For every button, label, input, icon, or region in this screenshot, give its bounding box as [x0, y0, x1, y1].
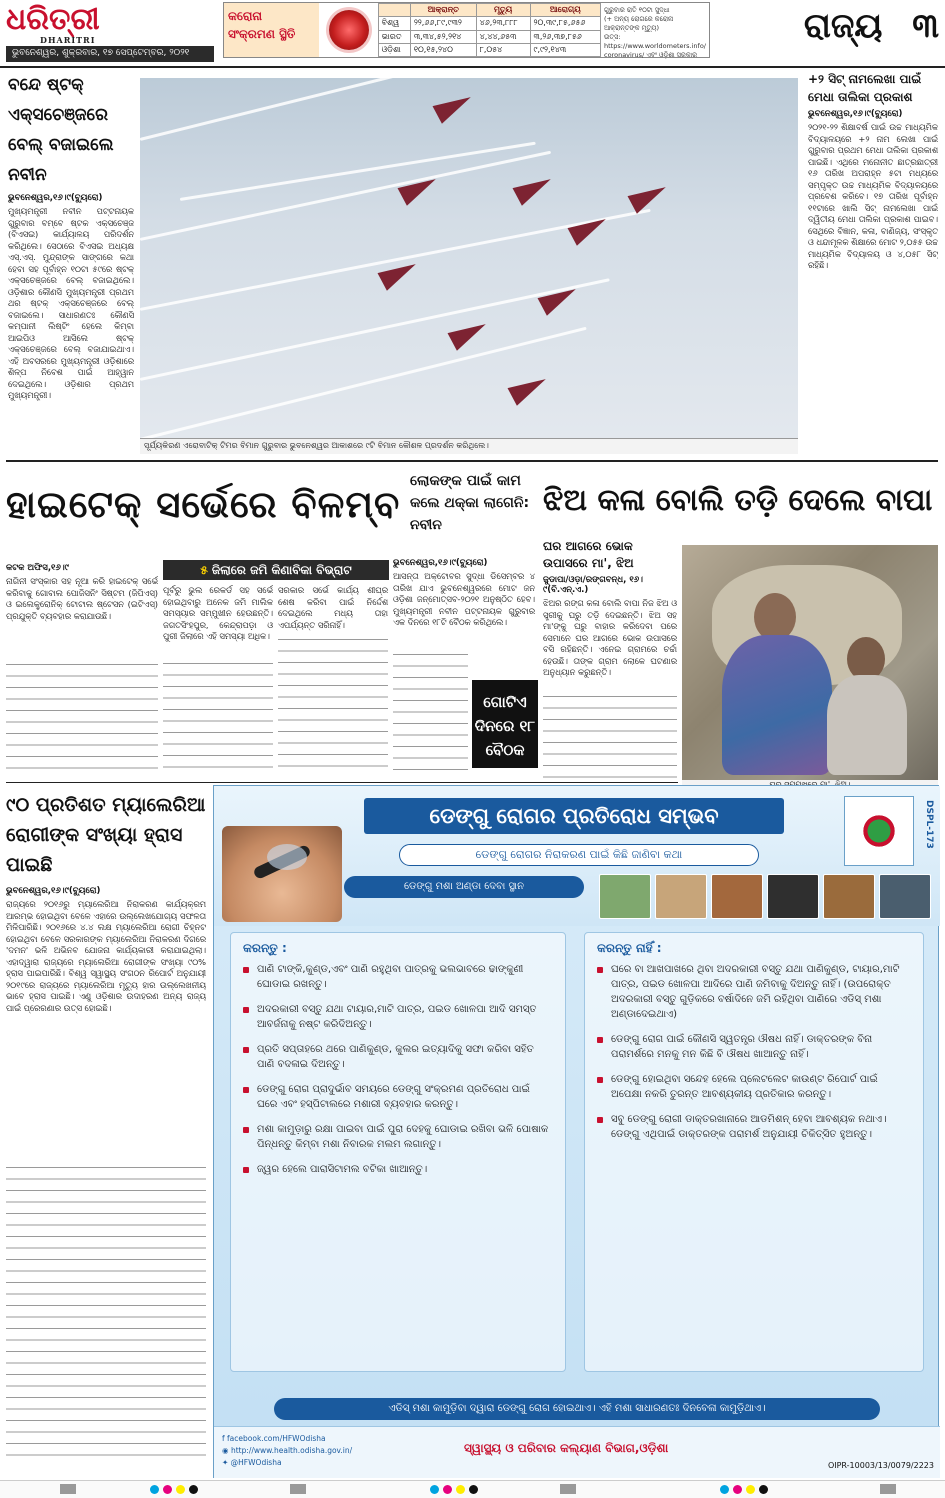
right-top-story [808, 70, 938, 458]
website-link[interactable]: http://www.health.odisha.gov.in/ [230, 1446, 353, 1455]
registration-marks [720, 1485, 768, 1494]
twitter-icon: ✦ [222, 1458, 231, 1467]
facebook-icon: f [222, 1434, 228, 1443]
table-row: ଭାରତ ୩,୩୪,୫୨,୨୧୪ ୪,୪୪,୬୫୩ ୩,୨୬,୩୭,୮୫୬ [378, 30, 600, 43]
divider [6, 460, 938, 462]
mother-daughter-photo [682, 545, 938, 780]
byline: ଭୁବନେଶ୍ୱର,୧୬।୯(ବ୍ୟୁରୋ) [393, 558, 488, 568]
ad-code-vertical: DSPL-173 [924, 800, 934, 849]
ad-subtitle: ଡେଙ୍ଗୁ ରୋଗର ନିରାକରଣ ପାଇଁ କିଛି ଜାଣିବା କଥା [399, 844, 759, 866]
dateline: ଭୁବନେଶ୍ୱର, ଶୁକ୍ରବାର, ୧୭ ସେପ୍ଟେମ୍ବର, ୨୦୨୧ [6, 46, 214, 62]
byline: ଭୁବନେଶ୍ୱର,୧୬।୯(ବ୍ୟୁରୋ) [8, 193, 103, 203]
list-item: ସବୁ ଡେଙ୍ଗୁ ରୋଗୀ ଡାକ୍ତରଖାନାରେ ଆଡମିଶନ୍ ହେବା ଆବଶ୍ୟକ ନଥାଏ। ଡେଙ୍ଗୁ ଏଥିପାଇଁ ଡାକ୍ତରଙ୍କ ପରାମର୍ଶ ଅନୁଯାୟୀ ଚିକିତ୍ସିତ ହୁଅନ୍ତୁ। [597, 1112, 911, 1142]
story-body-lines [6, 1163, 206, 1463]
covid-note: ଗୁରୁବାର ରାତି ୧୦ଟା ସୁଦ୍ଧା (+ ଅନ୍ୟ ରୋଗରେ କରୋନା ଆକ୍ରାନ୍ତଙ୍କ ମୃତ୍ୟୁ) ଉତ୍ସ: https://www.worldometers.info/ coronavirus/ ଏବଂ ଓଡ଼ିଶା ସରକାର [604, 6, 706, 59]
twitter-link[interactable]: @HFWOdisha [230, 1458, 282, 1467]
story-body: ରାଜ୍ୟରେ ୨୦୧୬ରୁ ମ୍ୟାଲେରିଆ ନିରାକରଣ କାର୍ଯ୍ୟକ୍ରମ ଆରମ୍ଭ ହୋଇଥିବା ବେଳେ ଏହାରେ ଉଲ୍ଲେଖଯୋଗ୍ୟ ସଫଳତା ମିଳିପାରିଛି। ୨୦୧୬ରେ ୪.୪ ଲକ୍ଷ ମ୍ୟାଲେରିଆ ରୋଗୀ ଚିହ୍ନଟ ହୋଇଥିବା ବେଳେ ସରକାରଙ୍କ ମ୍ୟାଲେରିଆ ନିରାକରଣ ଦିଗରେ 'ଦମନ' ଭଳି ଅଭିନବ ଯୋଜନା କାର୍ଯ୍ୟକାରୀ କରାଯାଇଥିଲା। ଏହାଦ୍ୱାରା ରାଜ୍ୟରେ ମ୍ୟାଲେରିଆ ରୋଗୀଙ୍କ ସଂଖ୍ୟା ୯୦% ହ୍ରାସ ପାଇପାରିଛି। ବିଶ୍ୱ ସ୍ୱାସ୍ଥ୍ୟ ସଂଗଠନ ରିପୋର୍ଟ ଅନୁଯାୟୀ ୨୦୧୯ରେ ରାଜ୍ୟରେ ମ୍ୟାଲେରିଆ ମୃତ୍ୟୁ ହାର ଉଲ୍ଲେଖନୀୟ ଭାବେ ହ୍ରାସ ପାଇଛି। ଏଣୁ ଓଡ଼ିଶାର ଉଦାହରଣ ଅନ୍ୟ ରାଜ୍ୟ ପାଇଁ ପ୍ରେରଣାର ଉତ୍ସ ହୋଇଛି। [6, 899, 206, 1013]
covid-table: ଆକ୍ରାନ୍ତ ମୃତ୍ୟୁ ଆରୋଗ୍ୟ ବିଶ୍ୱ ୨୨,୬୬,୮୯,୯୩୨ ୪୬,୨୩,୮୮୮ ୨୦,୩୯,୮୫,୬୫୬ ଭାରତ ୩,୩୪,୫୨,୨୧୪ ୪,୪୪,୬୫୩ ୩,୨୬,୩୭,୮୫୬ ଓଡ଼ିଶା ୧୦,୧୫,୨୪୦ ୮,୦୫୪ ୯,୯୨,୧୪୩ [378, 3, 601, 57]
photo-caption: ସୂର୍ଯ୍ୟକିରଣ ଏରୋବାଟିକ୍ ଟିମର ବିମାନ ଗୁରୁବାର ଭୁବନେଶ୍ୱର ଆକାଶରେ ୯ଟି ବିମାନ କୌଶଳ ପ୍ରଦର୍ଶନ କରିଥିଲେ। [140, 438, 798, 454]
story-body: ମୁଖ୍ୟମନ୍ତ୍ରୀ ନବୀନ ପଟ୍ଟନାୟକ ଗୁରୁବାର ବମ୍ବେ ଷ୍ଟକ ଏକ୍ସଚେଞ୍ଜ (ବିଏସଇ) କାର୍ଯ୍ୟାଳୟ ପରିଦର୍ଶନ କରିଥିଲେ। ସେଠାରେ ବିଏସଇ ଅଧ୍ୟକ୍ଷ ଏସ୍.ଏସ୍. ମୁନ୍ଦ୍ରାଙ୍କ ସାଙ୍ଗରେ କଥା ହେବା ସହ ପୂର୍ବାହ୍ନ ୧୦ଟା ୫୯ରେ ଷ୍ଟକ୍ ଏକ୍ସଚେଞ୍ଜରେ ବେଲ୍ ବଜାଇଥିଲେ। ଓଡ଼ିଶାର କୌଣସି ମୁଖ୍ୟମନ୍ତ୍ରୀ ପ୍ରଥମ ଥର ଷ୍ଟକ୍ ଏକ୍ସଚେଞ୍ଜରେ ବେଲ୍ ବଜାଇଲେ। ସାଧାରଣତଃ କୌଣସି କମ୍ପାନୀ ଲିଷ୍ଟିଂ ହେଲେ କିମ୍ବା ଆଇପିଓ ଆସିଲେ ଷ୍ଟକ୍ ଏକ୍ସଚେଞ୍ଜରେ ବେଲ୍ ବଜାଯାଇଥାଏ। ଏହି ଅବସରରେ ମୁଖ୍ୟମନ୍ତ୍ରୀ ଓଡ଼ିଶାରେ ଶିଳ୍ପ ନିବେଶ ପାଇଁ ଆହ୍ୱାନ ଦେଇଥିଲେ। ଓଡ଼ିଶାର ପ୍ରଥମ ମୁଖ୍ୟମନ୍ତ୍ରୀ। [8, 206, 134, 400]
story-body-lines [278, 635, 388, 773]
story-body-lines [163, 659, 273, 774]
headline: +୨ ସିଟ୍ ନାମଲେଖା ପାଇଁ ମେଧା ତାଲିକା ପ୍ରକାଶ [808, 72, 922, 104]
headline: ୯୦ ପ୍ରତିଶତ ମ୍ୟାଲେରିଆ ରୋଗୀଙ୍କ ସଂଖ୍ୟା ହ୍ରାସ ପାଇଛି [6, 794, 206, 876]
main-story-col1 [6, 560, 158, 775]
list-item: ଅଦରକାରୀ ବସ୍ତୁ ଯଥା ଟାୟାର,ମାଟି ପାତ୍ର, ପଇଡ ଖୋଳପା ଆଦି ସମସ୍ତ ଆବର୍ଜନାକୁ ନଷ୍ଟ କରିଦିଅନ୍ତୁ। [243, 1002, 553, 1032]
main-headline: ହାଇଟେକ୍ ସର୍ଭେରେ ବିଳମ୍ବ [6, 483, 401, 526]
right-story [543, 538, 677, 780]
divider [6, 782, 678, 783]
ad-band: ଡେଙ୍ଗୁ ମଶା ଅଣ୍ଡା ଦେବା ସ୍ଥାନ [344, 876, 584, 898]
dont-title: କରନ୍ତୁ ନାହିଁ : [597, 941, 662, 955]
story-body-lines [6, 660, 158, 770]
story-body: ପୂର୍ବରୁ ଭୁଲ ରେକର୍ଡ ସହ ସର୍ଭେ ହୋଇଥିବାରୁ ଅନେକ ଜମି ମାଲିକ ସମସ୍ୟାର ସମ୍ମୁଖୀନ ହେଉଛନ୍ତି। ଜଗତସିଂହପୁର, କେନ୍ଦ୍ରାପଡ଼ା ଓ ପୁରୀ ଜିଲାରେ ଏହି ସମସ୍ୟା ଅଧିକ। [163, 585, 273, 641]
header-rule [0, 66, 945, 68]
mosquito-icon [222, 826, 342, 922]
list-item: ପ୍ରତି ସପ୍ତାହରେ ଥରେ ପାଣିକୁଣ୍ଡ, କୁଲର ଇତ୍ୟାଦିକୁ ସଫା କରିବା ସହିତ ପାଣି ବଦଳାଇ ଦିଅନ୍ତୁ। [243, 1042, 553, 1072]
byline: ଭୁବନେଶ୍ୱର,୧୬।୯(ବ୍ୟୁରୋ) [808, 109, 903, 119]
dengue-advertisement [213, 785, 939, 1478]
list-item: ଘରେ ବା ଆଖପାଖରେ ଥିବା ଅଦରକାରୀ ବସ୍ତୁ ଯଥା ପାଣିକୁଣ୍ଡ, ଟାୟାର,ମାଟି ପାତ୍ର, ପଇଡ ଖୋଳପା ଆଦିରେ ପାଣି ଜମିବାକୁ ଦିଅନ୍ତୁ ନାହିଁ। (ଉପରୋକ୍ତ ଅଦରକାରୀ ବସ୍ତୁ ଗୁଡ଼ିକରେ ବର୍ଷାଦିନେ ଜମି ରହିଥିବା ପାଣିରେ ଏଡିସ୍ ମଶା ଅଣ୍ଡାଦେଇଥାଏ) [597, 962, 911, 1022]
registration-marks [430, 1485, 478, 1494]
left-story [8, 70, 134, 450]
malaria-story [6, 790, 206, 1478]
list-item: ଜ୍ୱର ହେଲେ ପାରାସିଟାମଲ ବଟିକା ଖାଆନ୍ତୁ। [243, 1162, 553, 1177]
ad-bottom-bar [214, 1426, 940, 1478]
print-registration-bar [0, 1480, 945, 1498]
story-body-lines [543, 692, 677, 784]
nvbdcp-logo [844, 796, 914, 866]
list-item: ମଶା କାମୁଡ଼ାରୁ ରକ୍ଷା ପାଇବା ପାଇଁ ପୁରା ଦେହକୁ ଘୋଡାଇ ରଖିବା ଭଳି ପୋଷାକ ପିନ୍ଧନ୍ତୁ କିମ୍ବା ମଶା ନିବାରକ ମଲମ ଲଗାନ୍ତୁ। [243, 1122, 553, 1152]
byline: ଜୁଡାପା/ଓଡ଼ା/ରଙ୍ଗବନ୍ଧ, ୧୬।୯(ବି.ଏନ୍.ଏ.) [543, 575, 643, 595]
registration-marks [150, 1485, 198, 1494]
subhead: ଘର ଆଗରେ ଭୋକ ଉପାସରେ ମା', ଝିଅ [543, 539, 634, 570]
newspaper-logo: ଧରିତ୍ରୀ DHARITRI [6, 2, 100, 45]
covid-title: କରୋନା ସଂକ୍ରମଣ ସ୍ଥିତି [224, 3, 319, 57]
list-item: ପାଣି ଟାଙ୍କି,କୁଣ୍ଡ,ଏବଂ ପାଣି ରହୁଥିବା ପାତ୍ରକୁ ଭଲଭାବରେ ଢାଙ୍କୁଣୀ ଘୋଡାଇ ରଖନ୍ତୁ। [243, 962, 553, 992]
breeding-site-images [599, 874, 931, 919]
facebook-link[interactable]: facebook.com/HFWOdisha [227, 1434, 326, 1443]
right-headline: ଝିଅ କଳା ବୋଲି ତଡ଼ି ଦେଲେ ବାପା [543, 483, 933, 518]
covid-status-box [223, 2, 710, 58]
release-code: OIPR-10003/13/0079/2223 [827, 1461, 934, 1470]
list-item: ଡେଙ୍ଗୁ ରୋଗ ପ୍ରାଦୁର୍ଭାବ ସମୟରେ ଡେଙ୍ଗୁ ସଂକ୍ରମଣ ପ୍ରତିରୋଧ ପାଇଁ ଘରେ ଏବଂ ହସ୍ପିଟାଲରେ ମଶାରୀ ବ୍ୟବହାର କରନ୍ତୁ। [243, 1082, 553, 1112]
do-title: କରନ୍ତୁ : [243, 941, 287, 955]
mid-headline: ଲୋକଙ୍କ ପାଇଁ କାମ କଲେ ଥକ୍କା ଲାଗେନି: ନବୀନ [410, 473, 530, 533]
story-body: ସରକାର ସର୍ଭେ କାର୍ଯ୍ୟ ଶୀଘ୍ର ଶେଷ କରିବା ପାଇଁ ନିର୍ଦ୍ଦେଶ ଦେଇଥିଲେ ମଧ୍ୟ ତାହା ଏପର୍ଯ୍ୟନ୍ତ ସରିନାହିଁ। [278, 585, 388, 630]
department-name: ସ୍ୱାସ୍ଥ୍ୟ ଓ ପରିବାର କଲ୍ୟାଣ ବିଭାଗ,ଓଡ଼ିଶା [464, 1441, 669, 1455]
aerobatic-jets-photo [140, 78, 798, 438]
do-panel [230, 932, 566, 1372]
globe-icon: ◉ [222, 1446, 231, 1455]
story-body: ନାଗିନୀ ସଂସ୍କାର ସହ ନୂଆ କରି ହାଇଟେକ୍ ସର୍ଭେ କରିବାକୁ ଗୋବାଲ ପୋଜିସନିଂ ସିଷ୍ଟମ (ଜିପିଏସ୍) ଓ ଇଲେକ୍ଟ୍ରୋନିକ୍ ଟୋଟାଲ ଷ୍ଟେସନ (ଇଟିଏସ୍) ପ୍ରଯୁକ୍ତି ବ୍ୟବହାର କରାଯାଉଛି। [6, 576, 158, 621]
story-body-lines [393, 650, 468, 780]
list-item: ଡେଙ୍ଗୁ ରୋଗ ପାଇଁ କୌଣସି ସ୍ୱତନ୍ତ୍ର ଔଷଧ ନାହିଁ। ଡାକ୍ତରଙ୍କ ବିନା ପରାମର୍ଶରେ ମନକୁ ମନ କିଛି ବି ଔଷଧ ଖାଆନ୍ତୁ ନାହିଁ। [597, 1032, 911, 1062]
byline: କଟକ ଅଫିସ,୧୬।୯ [6, 563, 69, 573]
ad-links [222, 1433, 352, 1469]
byline: ଭୁବନେଶ୍ୱର,୧୬।୯(ବ୍ୟୁରୋ) [6, 886, 101, 896]
main-story-col2 [163, 585, 273, 775]
story-body: ୨୦୨୧-୨୨ ଶିକ୍ଷାବର୍ଷ ପାଇଁ ଉଚ୍ଚ ମାଧ୍ୟମିକ ବିଦ୍ୟାଳୟରେ +୨ ନାମ ଲେଖା ପାଇଁ ଗୁରୁବାର ପ୍ରଥମ ମେଧା ତାଲିକା ପ୍ରକାଶ ପାଇଛି। ଏଥିରେ ମନୋନୀତ ଛାତ୍ରଛାତ୍ରୀ ୧୬ ତାରିଖ ଅପରାହ୍ନ ୫ଟା ମଧ୍ୟରେ ସମ୍ପୃକ୍ତ ଉଚ୍ଚ ମାଧ୍ୟମିକ ବିଦ୍ୟାଳୟରେ ପ୍ରବେଶ କରିବେ। ୧୭ ତାରିଖ ପୂର୍ବାହ୍ନ ୧୧ଟାରେ ଖାଲି ସିଟ୍ ନାମଲେଖା ପାଇଁ ଦ୍ୱିତୀୟ ମେଧା ତାଲିକା ପ୍ରକାଶ ପାଇବ। ସେଥିରେ ବିଜ୍ଞାନ, କଳା, ବାଣିଜ୍ୟ, ସଂସ୍କୃତ ଓ ଧନ୍ଦାମୂଳକ ଶିକ୍ଷାରେ ମୋଟ ୨,୦୫୫ ଉଚ୍ଚ ମାଧ୍ୟମିକ ବିଦ୍ୟାଳୟ ଓ ୪,୦୫୮ ସିଟ୍ ରହିଛି। [808, 122, 938, 270]
ad-title: ଡେଙ୍ଗୁ ରୋଗର ପ୍ରତିରୋଧ ସମ୍ଭବ [364, 798, 784, 834]
section-title: ରାଜ୍ୟ ୩ [803, 6, 939, 46]
dont-panel [584, 932, 924, 1372]
story-body: ଆସନ୍ତା ଅକ୍ଟୋବର ସୁଦ୍ଧା ଡିସେମ୍ବର ୪ ତାରିଖ ଯାଏ ଭୁବନେଶ୍ୱରରେ ମୋଟ ଜନ ଓଡ଼ିଶା ଜନ୍ମୋତ୍ସବ-୨୦୨୧ ଅନୁଷ୍ଠିତ ହେବ। ମୁଖ୍ୟମନ୍ତ୍ରୀ ନବୀନ ପଟ୍ଟନାୟକ ଗୁରୁବାର ଏକ ଦିନରେ ୧୮ଟି ବୈଠକ କରିଥିଲେ। [393, 571, 535, 627]
story-body: ଝିଅର ରଙ୍ଗ କଳା ବୋଲି ବାପା ନିଜ ଝିଅ ଓ ସ୍ତ୍ରୀକୁ ଘରୁ ତଡ଼ି ଦେଇଛନ୍ତି। ଝିଅ ସହ ମା'ଙ୍କୁ ଘରୁ ବାହାର କରିଦେବା ପରେ ସେମାନେ ଘର ଆଗରେ ଭୋକ ଉପାସରେ ବସି ରହିଛନ୍ତି। ଏନେଇ ଗ୍ରାମରେ ଚର୍ଚ୍ଚା ହେଉଛି। ତାଙ୍କ ଗ୍ରାମ ଲୋକେ ଘଟଣାର ଅନୁଧ୍ୟାନ କରୁଛନ୍ତି। [543, 598, 677, 677]
headline: ବନ୍ଦେ ଷ୍ଟକ୍ ଏକ୍ସଚେଞ୍ଜରେ ବେଲ୍ ବଜାଇଲେ ନବୀନ [8, 75, 114, 185]
main-story-col3 [278, 585, 388, 775]
table-row: ଓଡ଼ିଶା ୧୦,୧୫,୨୪୦ ୮,୦୫୪ ୯,୯୨,୧୪୩ [378, 43, 600, 56]
sub-banner: ୫ ଜିଲାରେ ଜମି କିଣାବିକା ବିଭ୍ରାଟ [163, 560, 389, 580]
list-item: ଡେଙ୍ଗୁ ହୋଇଥିବା ସନ୍ଦେହ ହେଲେ ପ୍ଲେଟଲେଟ କାଉଣ୍ଟ ରିପୋର୍ଟ ପାଇଁ ଅପେକ୍ଷା ନକରି ତୁରନ୍ତ ଆବଶ୍ୟକୀୟ ପ୍ରତିକାର କରନ୍ତୁ। [597, 1072, 911, 1102]
highlight-box: ଗୋଟିଏ ଦିନରେ ୧୮ ବୈଠକ [472, 680, 538, 768]
virus-icon [319, 3, 377, 57]
ad-footer-line: ଏଡିସ୍ ମଶା କାମୁଡ଼ିବା ଦ୍ୱାରା ଡେଙ୍ଗୁ ରୋଗ ହୋଇଥାଏ। ଏହି ମଶା ସାଧାରଣତଃ ଦିନବେଳା କାମୁଡ଼ିଥାଏ। [274, 1398, 880, 1420]
table-row: ବିଶ୍ୱ ୨୨,୬୬,୮୯,୯୩୨ ୪୬,୨୩,୮୮୮ ୨୦,୩୯,୮୫,୬୫୬ [378, 17, 600, 30]
